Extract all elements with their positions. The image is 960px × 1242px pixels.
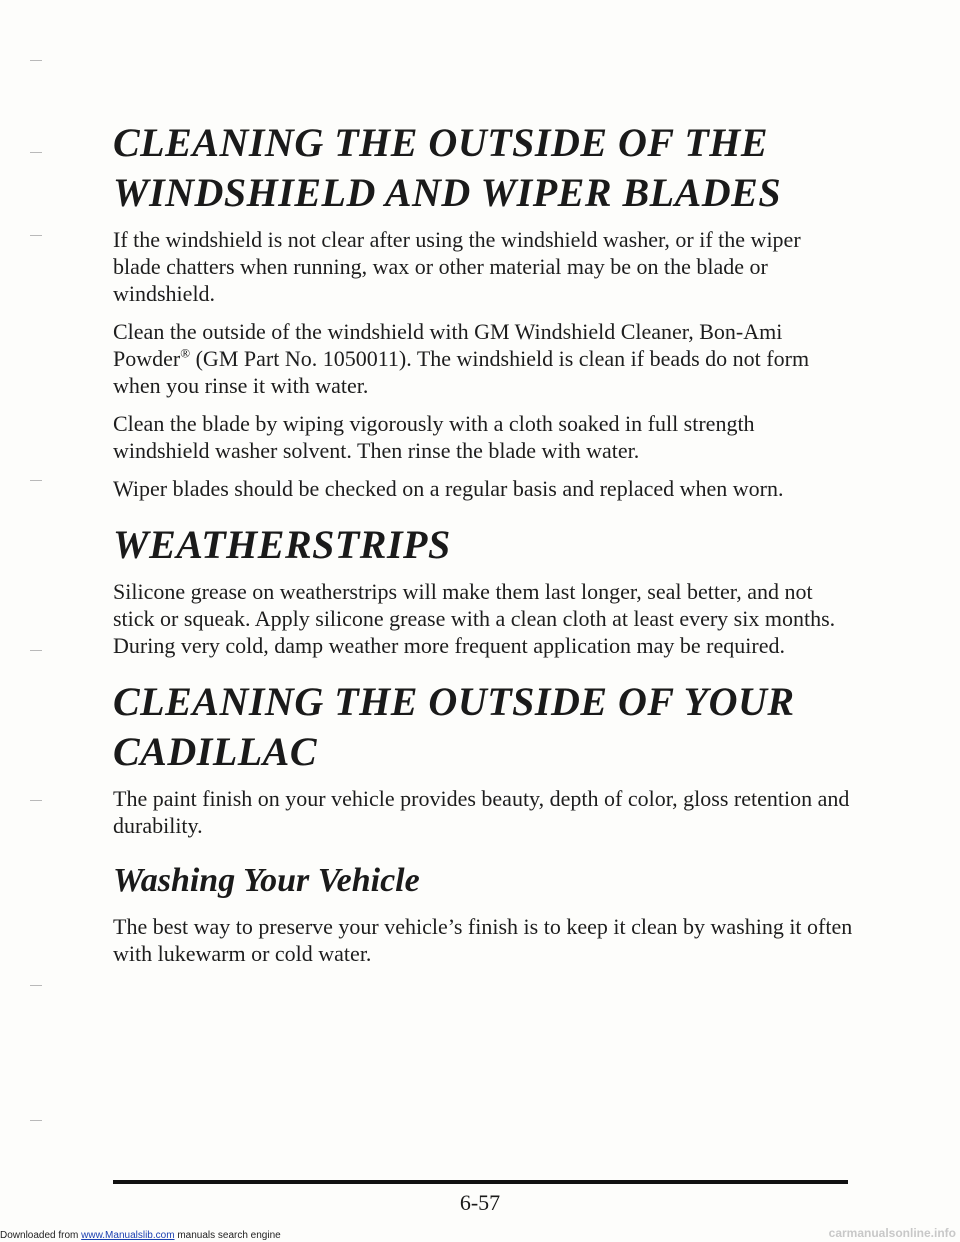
download-footer [0, 1230, 281, 1242]
paragraph [113, 318, 853, 399]
subsection-heading-washing: Washing Your Vehicle [113, 862, 420, 899]
paragraph: Wiper blades should be checked on a regular basis and replaced when worn. [113, 476, 784, 501]
footer-rule [113, 1180, 848, 1184]
margin-mark [30, 480, 42, 481]
registered-mark: ® [180, 345, 191, 361]
manualslib-link[interactable]: www.Manualslib.com [81, 1230, 175, 1241]
footer-prefix: Downloaded from [0, 1230, 79, 1241]
paragraph-text: Clean the outside of the windshield with GM Windshield Cleaner, Bon-Ami Powder [113, 319, 783, 371]
paragraph-text: (GM Part No. 1050011). The windshield is clean if beads do not form when you rinse it with water. [113, 346, 810, 398]
section-heading-cleaning-outside: CLEANING THE OUTSIDE OF YOUR CADILLAC [113, 679, 795, 774]
paragraph: The best way to preserve your vehicle’s finish is to keep it clean by washing it often with lukewarm or cold water. [113, 914, 853, 966]
paragraph: Clean the blade by wiping vigorously with a cloth soaked in full strength windshield washer solvent. Then rinse the blade with water. [113, 411, 755, 463]
footer-suffix: manuals search engine [177, 1230, 281, 1241]
page-content [113, 118, 853, 978]
margin-mark [30, 152, 42, 153]
margin-mark [30, 985, 42, 986]
watermark-logo: carmanualsonline.info [828, 1226, 956, 1240]
margin-mark [30, 800, 42, 801]
margin-mark [30, 60, 42, 61]
paragraph: The paint finish on your vehicle provides beauty, depth of color, gloss retention and durability. [113, 786, 850, 838]
paragraph: If the windshield is not clear after using the windshield washer, or if the wiper blade chatters when running, wax or other material may be on the blade or windshield. [113, 227, 801, 306]
section-heading-weatherstrips: WEATHERSTRIPS [113, 522, 451, 567]
page-number: 6-57 [459, 1190, 501, 1215]
section-heading-windshield: CLEANING THE OUTSIDE OF THE WINDSHIELD AND WIPER BLADES [113, 120, 782, 215]
margin-mark [30, 1120, 42, 1121]
margin-mark [30, 650, 42, 651]
margin-mark [30, 235, 42, 236]
paragraph: Silicone grease on weatherstrips will make them last longer, seal better, and not stick or squeak. Apply silicone grease with a clean cloth at least every six months. During very cold, damp weather more frequent application may be required. [113, 579, 836, 658]
